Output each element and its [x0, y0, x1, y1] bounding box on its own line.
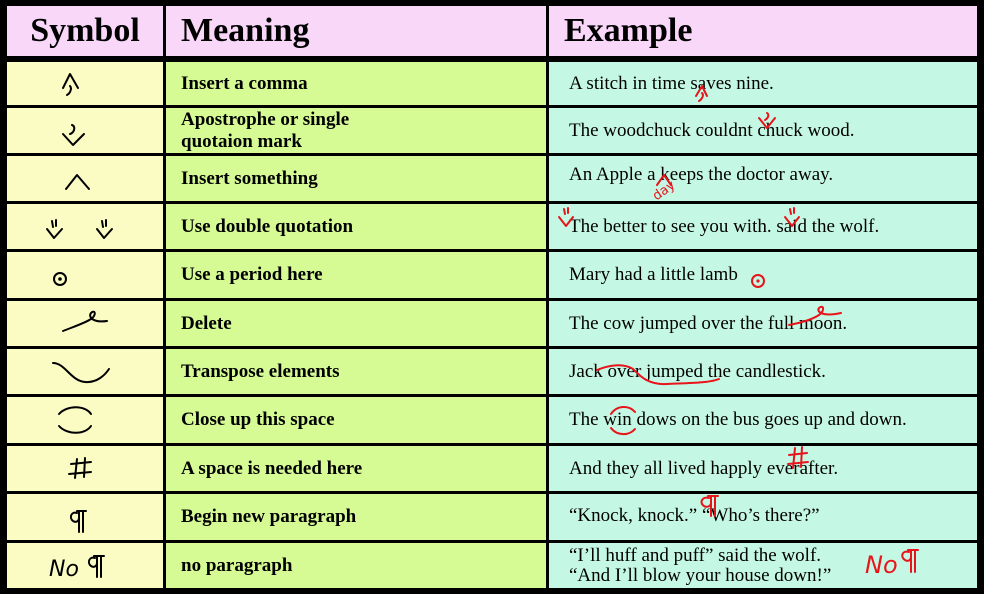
example-cell — [549, 446, 977, 491]
table-row — [7, 349, 977, 394]
meaning-cell: Delete — [166, 301, 546, 346]
example-cell — [549, 156, 977, 204]
no-text: No — [49, 557, 79, 582]
symbol-cell — [7, 301, 163, 346]
table-row — [7, 108, 977, 153]
symbol-cell — [7, 156, 163, 201]
meaning-cell: Use double quotation — [166, 204, 546, 249]
example-text: And they all lived happly everafter. — [569, 457, 839, 479]
example-cell — [549, 301, 977, 346]
table-row — [7, 446, 977, 491]
example-text: “Knock, knock.” “Who’s there?” — [569, 505, 820, 526]
example-line-2: “And I’ll blow your house down!” — [569, 564, 832, 586]
symbol-cell — [7, 397, 163, 443]
example-line-1: “I’ll huff and puff” said the wolf. — [569, 544, 822, 566]
meaning-cell: Close up this space — [166, 397, 546, 443]
example-cell — [549, 108, 977, 153]
meaning-cell: Transpose elements — [166, 349, 546, 394]
example-text: Jack over jumped the candlestick. — [569, 360, 826, 382]
example-text: The cow jumped over the full moon. — [569, 312, 848, 334]
circled-period-icon — [7, 252, 163, 298]
example-cell — [549, 204, 977, 249]
table-row — [7, 494, 977, 540]
meaning-cell: Apostrophe or single quotaion mark — [166, 108, 546, 153]
example-text: Mary had a little lamb — [569, 264, 738, 285]
close-up-icon — [7, 397, 163, 443]
symbol-cell — [7, 494, 163, 540]
header-meaning: Meaning — [166, 6, 546, 56]
transpose-curve-icon — [7, 349, 163, 394]
example-text: The win dows on the bus goes up and down. — [569, 409, 907, 430]
table-row — [7, 301, 977, 346]
example-cell — [549, 252, 977, 298]
example-text: A stitch in time saves nine. — [569, 72, 774, 94]
example-cell — [549, 349, 977, 394]
example-cell — [549, 543, 977, 588]
meaning-cell: Insert a comma — [166, 62, 546, 105]
pilcrow-icon — [7, 494, 163, 540]
header-symbol: Symbol — [7, 6, 163, 56]
symbol-cell — [7, 543, 163, 588]
symbol-cell — [7, 204, 163, 249]
comma-caret-icon — [7, 62, 163, 105]
example-text: An Apple a keeps the doctor away. — [569, 164, 834, 185]
table-row — [7, 62, 977, 105]
no-pilcrow-icon — [7, 543, 163, 588]
meaning-cell: no paragraph — [166, 543, 546, 588]
double-quote-caret-icon — [7, 204, 163, 249]
red-no-text: No — [865, 551, 898, 579]
header-example: Example — [549, 6, 977, 56]
apostrophe-caret-icon — [7, 108, 163, 153]
example-cell — [549, 494, 977, 540]
meaning-cell: Begin new paragraph — [166, 494, 546, 540]
example-text: The woodchuck couldnt chuck wood. — [569, 119, 855, 141]
caret-icon — [7, 156, 163, 201]
symbol-cell — [7, 252, 163, 298]
table-row — [7, 204, 977, 249]
inserted-word: day — [650, 177, 679, 204]
table-row — [7, 397, 977, 443]
meaning-cell: Use a period here — [166, 252, 546, 298]
symbol-cell — [7, 108, 163, 153]
table-header — [7, 6, 977, 56]
example-cell — [549, 397, 977, 443]
symbol-cell — [7, 349, 163, 394]
space-hash-icon — [7, 446, 163, 491]
table-row — [7, 543, 977, 588]
meaning-cell: A space is needed here — [166, 446, 546, 491]
delete-loop-icon — [7, 301, 163, 346]
meaning-cell: Insert something — [166, 156, 546, 201]
symbol-cell — [7, 446, 163, 491]
table-row — [7, 252, 977, 298]
example-text: The better to see you with. said the wolf. — [569, 215, 880, 237]
example-cell — [549, 62, 977, 105]
symbol-cell — [7, 62, 163, 105]
table-row — [7, 156, 977, 204]
